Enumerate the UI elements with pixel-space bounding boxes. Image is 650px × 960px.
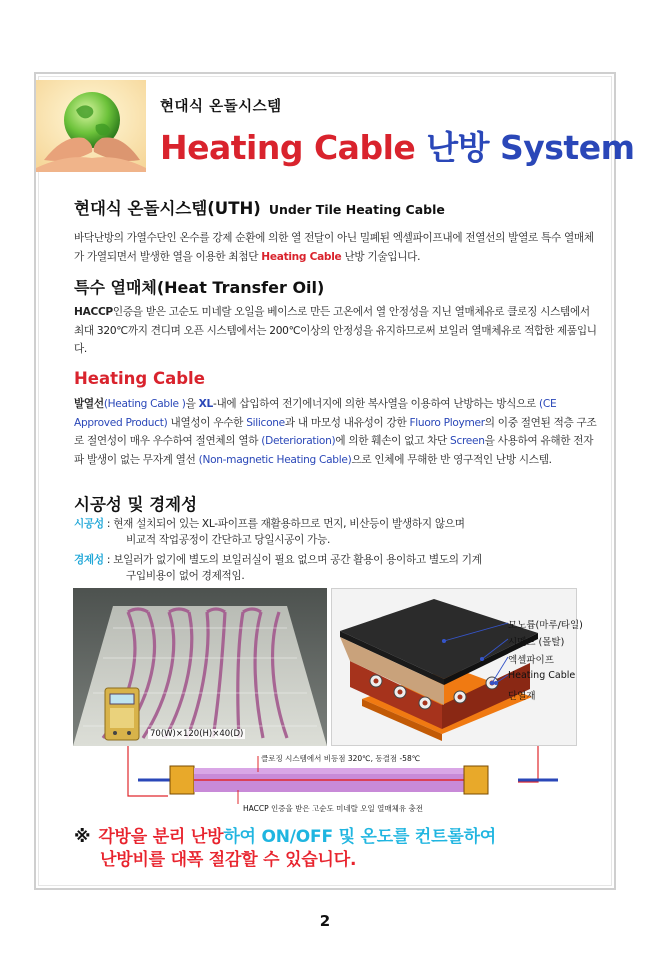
page-number: 2 <box>319 912 331 930</box>
cable-heading: Heating Cable <box>74 369 205 388</box>
uth-paragraph <box>74 229 598 266</box>
cable-caption-bottom: HACCP 인증을 받은 고순도 미네랄 오일 열매체유 충전 <box>243 804 423 813</box>
cable-s10: Fluoro Ploymer <box>409 416 485 429</box>
notice-part-2: 하여 ON/OFF 및 온도를 컨트롤하여 <box>223 827 497 847</box>
oil-paragraph <box>74 303 598 359</box>
cable-s8: Silicone <box>246 416 285 429</box>
construction-heading: 시공성 및 경제성 <box>74 495 198 514</box>
oil-body-bold: HACCP <box>74 306 113 318</box>
cable-s7: 내열성이 우수한 <box>167 416 247 429</box>
cable-s17: 으로 인체에 무해한 반 영구적인 난방 시스템. <box>351 453 552 466</box>
cable-s1: 발열선 <box>74 398 104 410</box>
cable-caption-top: 클로징 시스템에서 비등점 320℃, 동결점 -58℃ <box>261 754 421 763</box>
construction-item-2 <box>74 552 604 584</box>
controller-dimensions: 70(W)×120(H)×40(D) <box>150 729 244 739</box>
cable-s16: (Non-magnetic Heating Cable) <box>198 453 352 466</box>
notice-callout <box>74 826 496 872</box>
layer-label-3: 엑셀파이프 <box>508 655 554 666</box>
notice-part-1: 각방을 분리 난방 <box>98 827 224 847</box>
layer-label-1: 모노륨(마루/타일) <box>508 620 583 631</box>
construction-item-1-label: 시공성 <box>74 518 104 530</box>
layer-label-4: Heating Cable <box>508 670 576 681</box>
cable-s14: Screen <box>450 435 485 447</box>
construction-item-1-line2: 비교적 작업공정이 간단하고 당일시공이 가능. <box>126 534 331 546</box>
cable-s3: 을 <box>185 398 199 410</box>
oil-heading: 특수 열매체(Heat Transfer Oil) <box>74 278 325 297</box>
construction-item-2-line2: 구입비용이 없어 경제적임. <box>126 570 245 582</box>
construction-item-2-label: 경제성 <box>74 554 104 566</box>
oil-body: 인증을 받은 고순도 미네랄 오일을 베이스로 만든 고온에서 열 안정성을 지닌 열매체유로 클로징 시스템에서 최대 320℃까지 견디며 오픈 시스템에서는 200℃이상의 안정성을 유지하므로써 보일러 열매체유로 적합한 제품입니다. <box>74 306 597 355</box>
construction-item-1 <box>74 516 604 548</box>
construction-item-2-line1: : 보일러가 없기에 별도의 보일러실이 필요 없으며 공간 활용이 용이하고 별도의 기계 <box>103 554 482 566</box>
cable-s2: (Heating Cable ) <box>103 398 186 410</box>
uth-body-a: 바닥난방의 가열수단인 온수를 강제 순환에 의한 열 전달이 아닌 밀폐된 엑셀파이프내에 전열선의 발열로 특수 열매체가 가열되면서 발생한 열을 이용한 최첨단 <box>74 232 594 263</box>
header-title <box>160 122 634 169</box>
cable-s9: 과 내 마모성 내유성이 강한 <box>284 416 410 429</box>
uth-heading-ko: 현대식 온돌시스템(UTH) <box>74 199 261 218</box>
layer-label-2: 시멘트 (몰탈) <box>508 637 565 648</box>
installation-photo <box>73 588 327 746</box>
header-title-red: Heating Cable <box>160 128 427 167</box>
uth-body-highlight: Heating Cable <box>261 250 342 263</box>
cable-s12: (Deterioration) <box>261 435 336 447</box>
cable-s15: 을 사용하여 유해한 전자파 발생이 없는 무자계 열선 <box>74 435 594 466</box>
construction-item-1-line1: : 현재 설치되어 있는 XL-파이프를 재활용하므로 먼지, 비산등이 발생하지 않으며 <box>103 518 465 530</box>
notice-line-2: 난방비를 대폭 절감할 수 있습니다. <box>100 850 357 870</box>
globe-hands-image <box>36 80 146 172</box>
cable-s5: -내에 삽입하여 전기에너지에 의한 복사열을 이용하여 난방하는 방식으로 <box>212 398 540 410</box>
floor-layer-diagram <box>331 588 583 746</box>
cable-s13: 에 의한 훼손이 없고 차단 <box>335 435 451 447</box>
uth-heading <box>74 195 445 219</box>
cable-paragraph <box>74 395 598 469</box>
cable-s6: (CE Approved Product) <box>74 398 557 429</box>
header-subtitle: 현대식 온돌시스템 <box>160 99 282 115</box>
cable-s11: 의 이중 절연된 적층 구조로 절연성이 매우 우수하여 절연체의 열하 <box>74 416 597 447</box>
uth-heading-en: Under Tile Heating Cable <box>268 202 445 217</box>
header-title-blue: 난방 System <box>426 128 635 167</box>
notice-mark: ※ <box>74 827 91 847</box>
cable-s4: XL <box>198 398 213 410</box>
layer-label-5: 단열재 <box>508 691 536 702</box>
uth-body-b: 난방 기술입니다. <box>341 250 421 263</box>
